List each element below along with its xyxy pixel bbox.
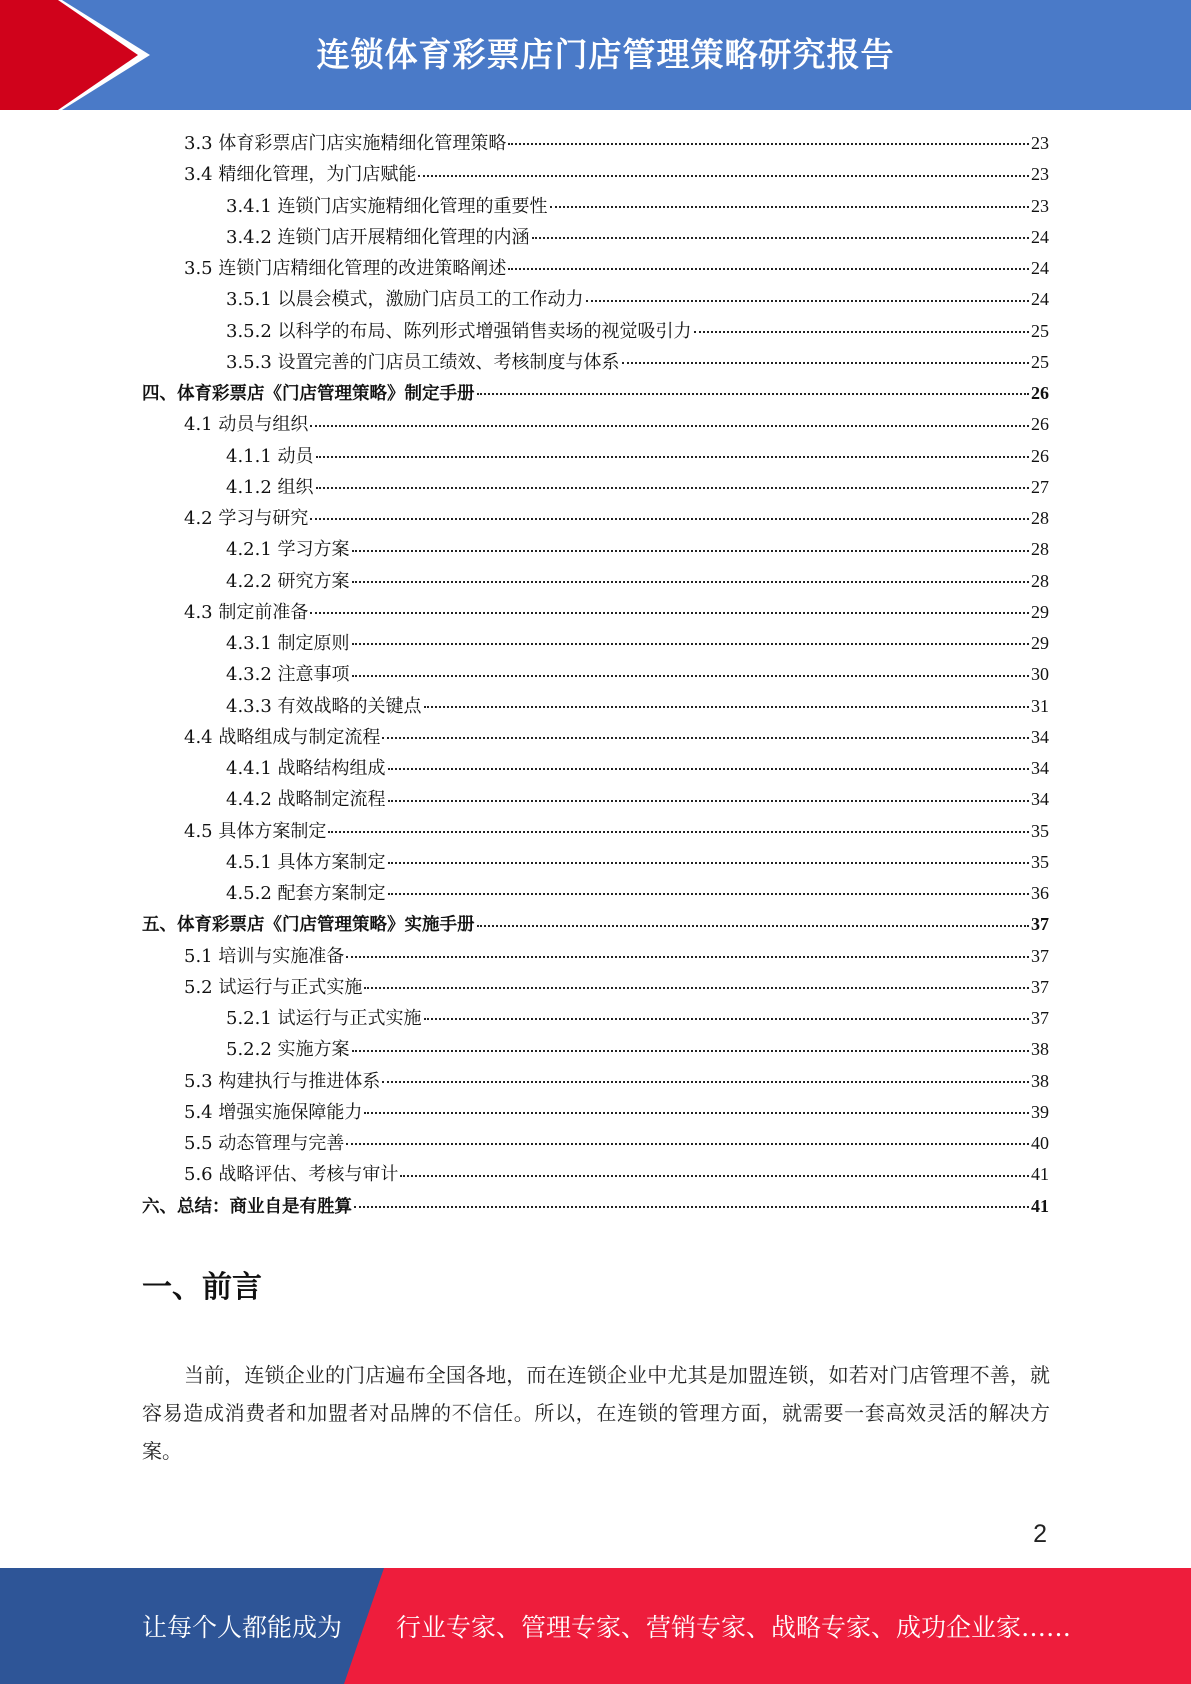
toc-entry[interactable] bbox=[142, 1066, 1049, 1097]
toc-entry[interactable] bbox=[142, 1097, 1049, 1128]
toc-entry-label: 5.3 构建执行与推进体系 bbox=[184, 1070, 381, 1092]
toc-entry-page: 24 bbox=[1031, 289, 1049, 310]
toc-entry-label: 4.4 战略组成与制定流程 bbox=[184, 726, 381, 748]
toc-dot-leader bbox=[346, 956, 1029, 958]
toc-entry[interactable] bbox=[142, 722, 1049, 753]
table-of-contents bbox=[142, 128, 1049, 1222]
footer-slogan-left: 让每个人都能成为 bbox=[142, 1613, 343, 1642]
toc-entry[interactable] bbox=[142, 659, 1049, 690]
toc-entry-page: 28 bbox=[1031, 570, 1049, 591]
toc-entry[interactable] bbox=[142, 253, 1049, 284]
toc-entry-label: 4.2.2 研究方案 bbox=[226, 570, 350, 592]
toc-dot-leader bbox=[477, 393, 1030, 395]
toc-dot-leader bbox=[532, 237, 1029, 239]
toc-entry-page: 26 bbox=[1031, 445, 1049, 466]
toc-entry[interactable] bbox=[142, 909, 1049, 940]
toc-entry-page: 29 bbox=[1031, 601, 1049, 622]
toc-dot-leader bbox=[508, 143, 1029, 145]
toc-entry-page: 37 bbox=[1031, 1008, 1049, 1028]
toc-entry[interactable] bbox=[142, 347, 1049, 378]
toc-entry-label: 3.5.2 以科学的布局、陈列形式增强销售卖场的视觉吸引力 bbox=[226, 320, 692, 342]
toc-entry-page: 25 bbox=[1031, 320, 1049, 341]
toc-entry[interactable] bbox=[142, 472, 1049, 503]
toc-dot-leader bbox=[424, 706, 1029, 708]
toc-entry-label: 4.4.2 战略制定流程 bbox=[226, 789, 386, 811]
toc-dot-leader bbox=[622, 362, 1029, 364]
toc-dot-leader bbox=[354, 1206, 1029, 1208]
toc-entry[interactable] bbox=[142, 378, 1049, 409]
toc-entry[interactable] bbox=[142, 941, 1049, 972]
toc-entry[interactable] bbox=[142, 1003, 1049, 1034]
toc-entry[interactable] bbox=[142, 784, 1049, 815]
toc-entry-label: 5.4 增强实施保障能力 bbox=[184, 1101, 363, 1123]
toc-entry-label: 4.3.3 有效战略的关键点 bbox=[226, 695, 422, 717]
toc-entry[interactable] bbox=[142, 1159, 1049, 1190]
toc-entry-page: 25 bbox=[1031, 351, 1049, 372]
toc-dot-leader bbox=[388, 800, 1029, 802]
toc-dot-leader bbox=[316, 487, 1029, 489]
toc-entry-label: 4.1.2 组织 bbox=[226, 476, 314, 498]
toc-dot-leader bbox=[352, 1050, 1029, 1052]
toc-entry-page: 41 bbox=[1031, 1195, 1049, 1216]
toc-entry-page: 24 bbox=[1031, 226, 1049, 247]
toc-entry-page: 31 bbox=[1031, 695, 1049, 716]
toc-entry-label: 五、体育彩票店《门店管理策略》实施手册 bbox=[142, 915, 475, 936]
toc-entry-page: 40 bbox=[1031, 1133, 1049, 1153]
toc-entry-page: 37 bbox=[1031, 945, 1049, 966]
toc-dot-leader bbox=[424, 1018, 1029, 1020]
toc-dot-leader bbox=[400, 1175, 1029, 1177]
toc-entry-label: 4.3 制定前准备 bbox=[184, 601, 309, 623]
toc-entry[interactable] bbox=[142, 409, 1049, 440]
toc-entry-page: 23 bbox=[1031, 195, 1049, 216]
document-title: 连锁体育彩票店门店管理策略研究报告 bbox=[316, 34, 895, 74]
body-paragraph: 当前，连锁企业的门店遍布全国各地，而在连锁企业中尤其是加盟连锁，如若对门店管理不善，就容易造成消费者和加盟者对品牌的不信任。所以，在连锁的管理方面，就需要一套高效灵活的解决方案。 bbox=[142, 1363, 1050, 1463]
toc-entry-page: 35 bbox=[1031, 851, 1049, 872]
toc-entry-label: 3.4.2 连锁门店开展精细化管理的内涵 bbox=[226, 226, 530, 248]
toc-dot-leader bbox=[477, 925, 1030, 927]
toc-entry-label: 5.2.2 实施方案 bbox=[226, 1039, 350, 1061]
toc-entry-label: 4.3.2 注意事项 bbox=[226, 664, 350, 686]
toc-entry-page: 27 bbox=[1031, 476, 1049, 497]
toc-entry-label: 3.5 连锁门店精细化管理的改进策略阐述 bbox=[184, 258, 507, 279]
toc-entry[interactable] bbox=[142, 159, 1049, 190]
toc-dot-leader bbox=[586, 300, 1029, 302]
toc-entry-page: 36 bbox=[1031, 883, 1049, 903]
toc-entry[interactable] bbox=[142, 691, 1049, 722]
toc-entry[interactable] bbox=[142, 1191, 1049, 1222]
toc-dot-leader bbox=[352, 643, 1029, 645]
toc-entry[interactable] bbox=[142, 1128, 1049, 1159]
page-header bbox=[0, 0, 1191, 110]
toc-entry[interactable] bbox=[142, 816, 1049, 847]
toc-dot-leader bbox=[508, 268, 1029, 270]
toc-entry-page: 38 bbox=[1031, 1039, 1049, 1060]
toc-entry-label: 3.5.3 设置完善的门店员工绩效、考核制度与体系 bbox=[226, 351, 620, 373]
toc-entry[interactable] bbox=[142, 597, 1049, 628]
toc-entry[interactable] bbox=[142, 191, 1049, 222]
toc-dot-leader bbox=[388, 768, 1029, 770]
toc-entry-label: 4.5.2 配套方案制定 bbox=[226, 883, 386, 904]
toc-dot-leader bbox=[382, 737, 1029, 739]
toc-entry-label: 5.6 战略评估、考核与审计 bbox=[184, 1164, 399, 1186]
toc-entry-label: 4.5 具体方案制定 bbox=[184, 820, 327, 842]
toc-entry-label: 六、总结：商业自是有胜算 bbox=[142, 1196, 352, 1217]
toc-dot-leader bbox=[550, 206, 1029, 208]
toc-dot-leader bbox=[382, 1081, 1029, 1083]
toc-entry-page: 35 bbox=[1031, 820, 1049, 841]
toc-entry-page: 24 bbox=[1031, 258, 1049, 278]
toc-entry-label: 3.4 精细化管理，为门店赋能 bbox=[184, 164, 417, 186]
toc-entry[interactable] bbox=[142, 503, 1049, 534]
toc-entry-page: 26 bbox=[1031, 383, 1049, 403]
toc-entry-page: 26 bbox=[1031, 414, 1049, 435]
toc-entry-page: 37 bbox=[1031, 976, 1049, 997]
toc-entry-page: 41 bbox=[1031, 1164, 1049, 1185]
toc-dot-leader bbox=[352, 550, 1029, 552]
toc-entry-page: 28 bbox=[1031, 539, 1049, 560]
toc-entry-page: 28 bbox=[1031, 508, 1049, 528]
toc-entry[interactable] bbox=[142, 753, 1049, 784]
footer-slogan-right: 行业专家、管理专家、营销专家、战略专家、成功企业家…… bbox=[396, 1613, 1072, 1642]
toc-entry-label: 5.5 动态管理与完善 bbox=[184, 1133, 345, 1154]
toc-entry[interactable] bbox=[142, 972, 1049, 1003]
toc-dot-leader bbox=[310, 425, 1029, 427]
toc-dot-leader bbox=[352, 675, 1029, 677]
toc-entry[interactable] bbox=[142, 284, 1049, 315]
toc-dot-leader bbox=[694, 331, 1029, 333]
page-footer bbox=[0, 1568, 1191, 1684]
toc-entry[interactable] bbox=[142, 128, 1049, 159]
toc-entry-label: 四、体育彩票店《门店管理策略》制定手册 bbox=[142, 384, 475, 404]
toc-entry-page: 34 bbox=[1031, 789, 1049, 810]
toc-entry-page: 39 bbox=[1031, 1101, 1049, 1122]
toc-entry-page: 34 bbox=[1031, 726, 1049, 747]
toc-dot-leader bbox=[310, 518, 1029, 520]
toc-entry-page: 30 bbox=[1031, 664, 1049, 685]
toc-entry-label: 4.1 动员与组织 bbox=[184, 414, 309, 436]
toc-dot-leader bbox=[364, 987, 1029, 989]
toc-entry[interactable] bbox=[142, 441, 1049, 472]
toc-dot-leader bbox=[388, 862, 1029, 864]
toc-entry-label: 4.3.1 制定原则 bbox=[226, 633, 350, 654]
toc-entry-page: 37 bbox=[1031, 914, 1049, 935]
toc-entry[interactable] bbox=[142, 222, 1049, 253]
toc-entry[interactable] bbox=[142, 566, 1049, 597]
toc-entry-page: 34 bbox=[1031, 758, 1049, 778]
toc-dot-leader bbox=[346, 1143, 1029, 1145]
toc-entry-label: 5.2 试运行与正式实施 bbox=[184, 976, 363, 998]
toc-entry[interactable] bbox=[142, 534, 1049, 565]
toc-entry-label: 4.2 学习与研究 bbox=[184, 508, 309, 529]
section-heading: 一、前言 bbox=[142, 1270, 262, 1305]
toc-entry-label: 4.2.1 学习方案 bbox=[226, 539, 350, 561]
toc-dot-leader bbox=[316, 456, 1029, 458]
toc-entry[interactable] bbox=[142, 628, 1049, 659]
toc-entry-label: 3.4.1 连锁门店实施精细化管理的重要性 bbox=[226, 195, 548, 217]
toc-entry-page: 23 bbox=[1031, 164, 1049, 185]
toc-entry-label: 4.4.1 战略结构组成 bbox=[226, 758, 386, 779]
toc-entry[interactable] bbox=[142, 878, 1049, 909]
toc-entry-label: 4.1.1 动员 bbox=[226, 445, 314, 467]
toc-entry[interactable] bbox=[142, 847, 1049, 878]
toc-entry[interactable] bbox=[142, 316, 1049, 347]
toc-entry-label: 5.1 培训与实施准备 bbox=[184, 945, 345, 967]
toc-entry-page: 23 bbox=[1031, 133, 1049, 153]
toc-entry-page: 38 bbox=[1031, 1070, 1049, 1091]
toc-entry-label: 3.5.1 以晨会模式，激励门店员工的工作动力 bbox=[226, 289, 584, 311]
toc-entry-label: 4.5.1 具体方案制定 bbox=[226, 851, 386, 873]
page-number: 2 bbox=[1033, 1520, 1047, 1548]
toc-dot-leader bbox=[310, 612, 1029, 614]
toc-dot-leader bbox=[418, 175, 1029, 177]
toc-entry-label: 3.3 体育彩票店门店实施精细化管理策略 bbox=[184, 133, 507, 154]
toc-dot-leader bbox=[352, 581, 1029, 583]
toc-entry-page: 29 bbox=[1031, 633, 1049, 653]
toc-dot-leader bbox=[388, 893, 1029, 895]
toc-entry-label: 5.2.1 试运行与正式实施 bbox=[226, 1008, 422, 1029]
toc-entry[interactable] bbox=[142, 1034, 1049, 1065]
toc-dot-leader bbox=[364, 1112, 1029, 1114]
toc-dot-leader bbox=[328, 831, 1029, 833]
